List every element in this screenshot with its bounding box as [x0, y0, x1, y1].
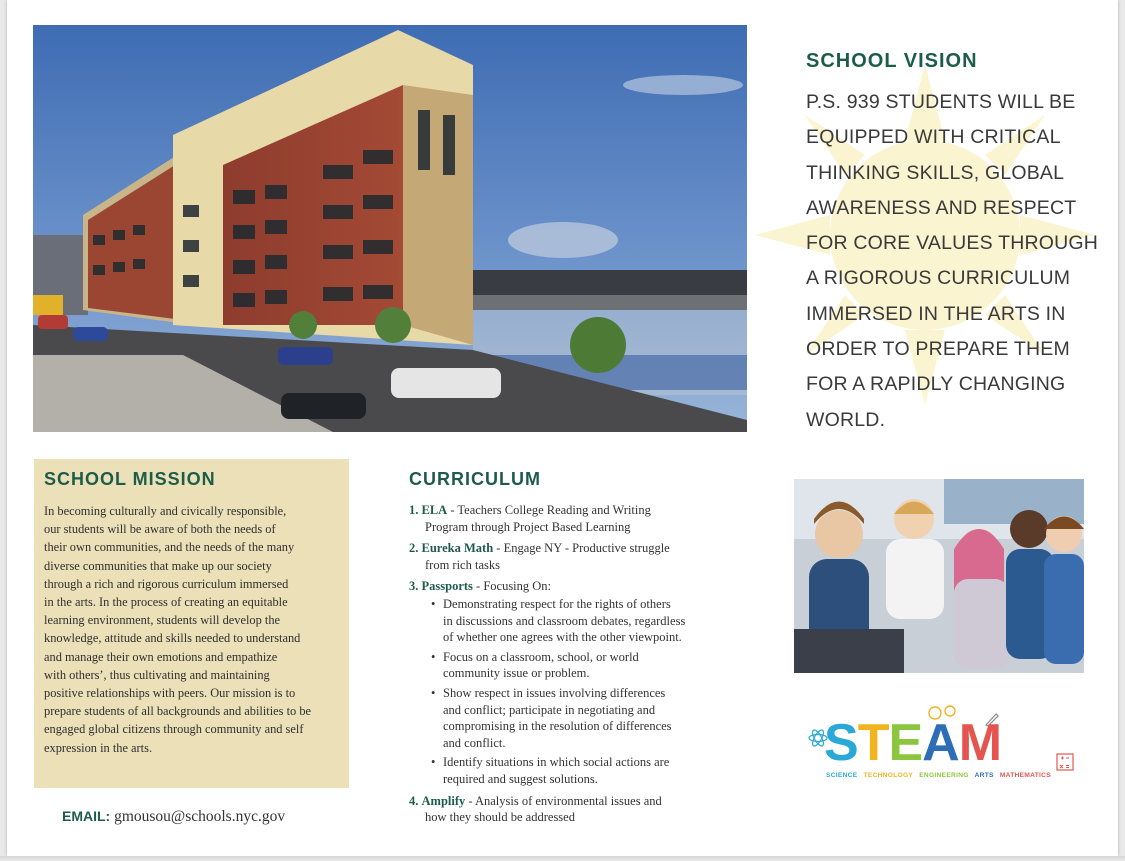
- vision-text: [806, 85, 1106, 438]
- curriculum-item-math: [409, 540, 719, 573]
- vision-line: WORLD.: [806, 408, 886, 431]
- item-desc: - Analysis of environmental issues and: [465, 793, 662, 808]
- page-shadow: [0, 856, 1125, 861]
- mission-line: expression in the arts.: [44, 740, 153, 755]
- mission-title: SCHOOL MISSION: [44, 469, 216, 489]
- mission-line: our students will be aware of both the needs of: [44, 522, 276, 537]
- steam-wordmark: [824, 714, 1002, 772]
- mission-line: learning environment, students will develop the: [44, 613, 281, 628]
- item-number: 2.: [409, 541, 419, 556]
- item-desc: - Engage NY - Productive struggle: [493, 541, 670, 556]
- vision-title: SCHOOL VISION: [806, 50, 978, 72]
- focus-line: and conflict.: [443, 735, 506, 750]
- focus-line: • Show respect in issues involving differences: [443, 685, 666, 700]
- focus-line: of whether one agrees with the other viewpoint.: [443, 630, 682, 645]
- vision-line: FOR CORE VALUES THROUGH: [806, 232, 1099, 255]
- steam-letter-a: A: [922, 714, 959, 772]
- school-vision-section: [806, 50, 1106, 438]
- school-mission-box: [34, 459, 349, 788]
- focus-line: • Identify situations in which social actions are: [443, 755, 670, 770]
- item-number: 3.: [409, 579, 419, 594]
- curriculum-item-amplify: [409, 793, 719, 826]
- curriculum-title: CURRICULUM: [409, 469, 541, 489]
- mission-line: through a rich and rigorous curriculum immersed: [44, 576, 289, 591]
- vision-line: ORDER TO PREPARE THEM: [806, 338, 1070, 361]
- item-desc-cont: Program through Project Based Learning: [425, 519, 631, 534]
- item-desc: - Focusing On:: [472, 579, 552, 594]
- vision-line: FOR A RAPIDLY CHANGING: [806, 373, 1066, 396]
- focus-line: • Demonstrating respect for the rights of others: [443, 596, 671, 611]
- focus-item: [431, 685, 719, 751]
- calculator-icon: [1056, 753, 1074, 771]
- focus-line: and conflict; participate in negotiating and: [443, 702, 656, 717]
- focus-item: [431, 754, 719, 787]
- mission-line: in the arts. In the process of creating an equitable: [44, 595, 288, 610]
- mission-line: with others’, thus cultivating and maintaining: [44, 667, 270, 682]
- item-number: 1.: [409, 503, 419, 517]
- vision-line: A RIGOROUS CURRICULUM: [806, 267, 1071, 290]
- steam-word: TECHNOLOGY: [863, 772, 914, 779]
- steam-word: ARTS: [974, 772, 994, 779]
- contact-email: [62, 808, 285, 826]
- email-address[interactable]: gmousou@schools.nyc.gov: [114, 808, 286, 825]
- focus-line: • Focus on a classroom, school, or world: [443, 649, 639, 664]
- mission-line: positive relationships with peers. Our mission is to: [44, 686, 296, 701]
- item-desc-cont: how they should be addressed: [425, 810, 575, 825]
- steam-letter-s: S: [824, 714, 858, 772]
- item-name: Amplify: [421, 793, 466, 808]
- focus-line: compromising in the resolution of differences: [443, 719, 672, 734]
- curriculum-list: [409, 502, 719, 826]
- steam-word: ENGINEERING: [919, 772, 969, 779]
- steam-letter-t: T: [857, 714, 889, 772]
- email-label: EMAIL:: [62, 808, 111, 824]
- curriculum-section: [409, 469, 719, 831]
- steam-word: SCIENCE: [826, 772, 858, 779]
- mission-line: In becoming culturally and civically responsible,: [44, 504, 287, 518]
- steam-logo: [808, 703, 1078, 785]
- focus-line: required and suggest solutions.: [443, 771, 598, 786]
- vision-line: EQUIPPED WITH CRITICAL: [806, 126, 1061, 149]
- item-desc: - Teachers College Reading and Writing: [447, 503, 651, 517]
- mission-line: knowledge, attitude and skills needed to understand: [44, 631, 301, 646]
- school-building-image: [33, 25, 747, 432]
- curriculum-item-passports: [409, 578, 719, 787]
- steam-letter-e: E: [888, 714, 923, 772]
- curriculum-item-ela: [409, 502, 719, 535]
- mission-line: their own communities, and the needs of the many: [44, 540, 295, 555]
- vision-line: P.S. 939 STUDENTS WILL BE: [806, 91, 1076, 113]
- item-name: Passports: [421, 579, 473, 594]
- focus-line: community issue or problem.: [443, 666, 590, 681]
- focus-line: in discussions and classroom debates, regardless: [443, 613, 686, 628]
- mission-line: engaged global citizens through community and self: [44, 722, 304, 737]
- students-photo: [794, 479, 1084, 673]
- passports-focus-list: [409, 596, 719, 788]
- mission-line: prepare students of all backgrounds and abilities to be: [44, 704, 312, 719]
- item-name: Eureka Math: [421, 541, 494, 556]
- steam-subtitle: [826, 772, 1055, 779]
- steam-letter-m: M: [958, 714, 1002, 772]
- vision-line: AWARENESS AND RESPECT: [806, 196, 1077, 219]
- vision-line: IMMERSED IN THE ARTS IN: [806, 302, 1066, 325]
- item-desc-cont: from rich tasks: [425, 557, 500, 572]
- focus-item: [431, 649, 719, 682]
- mission-line: and manage their own emotions and empathize: [44, 649, 278, 664]
- steam-word: MATHEMATICS: [999, 772, 1051, 779]
- mission-text: [44, 502, 339, 757]
- vision-line: THINKING SKILLS, GLOBAL: [806, 161, 1065, 184]
- item-number: 4.: [409, 793, 419, 808]
- mission-line: diverse communities that make up our society: [44, 558, 272, 573]
- focus-item: [431, 596, 719, 646]
- item-name: ELA: [421, 503, 448, 517]
